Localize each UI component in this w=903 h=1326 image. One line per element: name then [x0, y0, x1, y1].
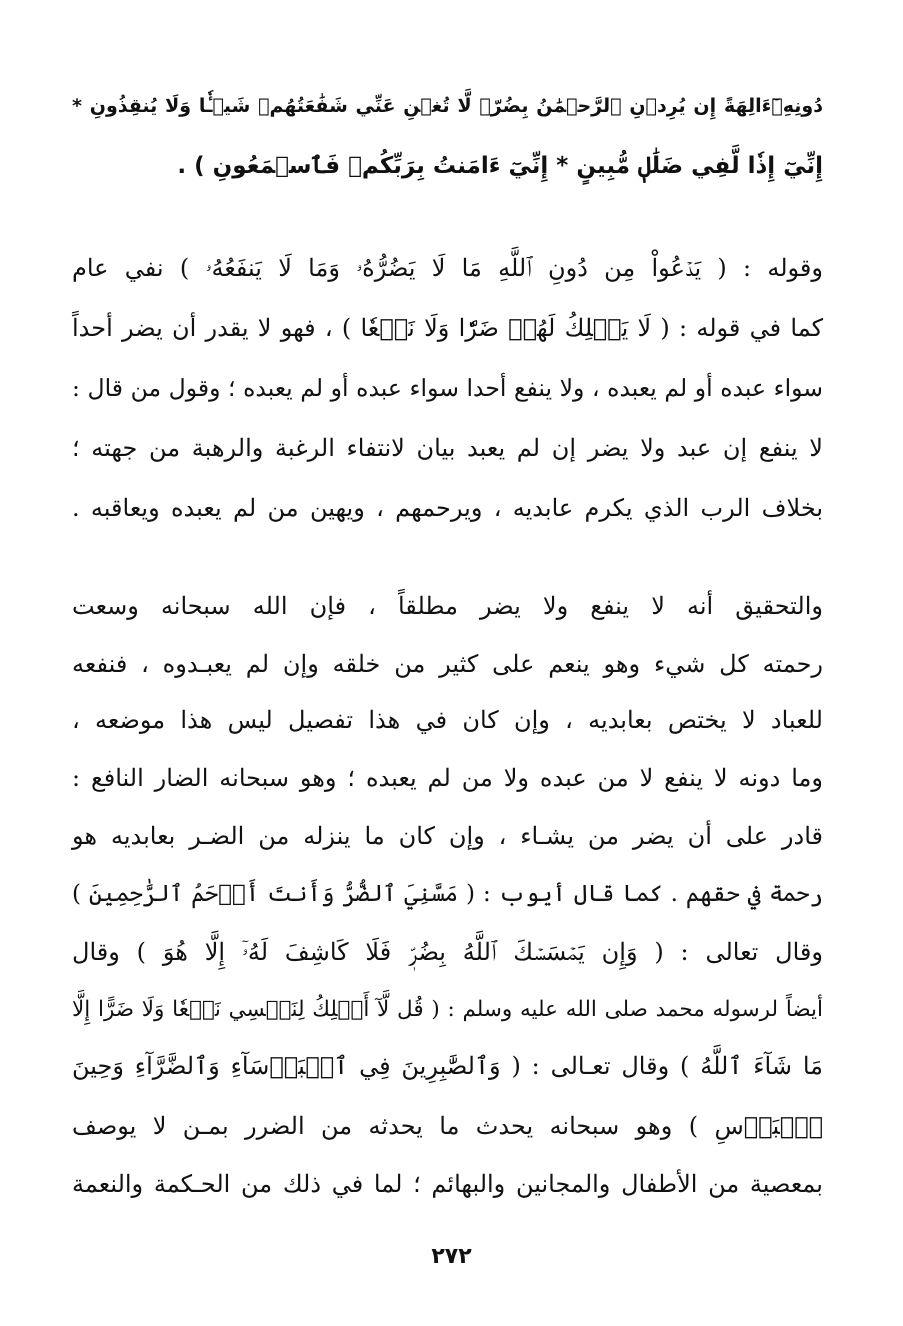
text-line-8: والتحقيق أنه لا ينفع ولا يضر مطلقاً ، فإن الله سبحانه وسعت	[72, 592, 823, 620]
text-line-9: رحمته كل شيء وهو ينعم على كثير من خلقه وإن لم يعبـدوه ، فنفعه	[72, 650, 824, 678]
text-line-16: مَا شَآءَ ٱللَّهُ ) وقال تعـالى : ( وَٱلصَّٰبِرِينَ فِي ٱلۡبَأۡسَآءِ وَٱلضَّرَّآءِ وَحِينَ	[72, 1052, 823, 1080]
text-line-4: كما في قوله : ( لَا يَمۡلِكُ لَهُمۡ ضَرّٗا وَلَا نَفۡعٗا ) ، فهو لا يقدر أن يضر أحداً	[72, 314, 823, 342]
text-line-5: سواء عبده أو لم يعبده ، ولا ينفع أحدا سواء عبده أو لم يعبده ؛ وقول من قال :	[72, 374, 823, 402]
text-line-18: بمعصية من الأطفال والمجانين والبهائم ؛ لما في ذلك من الحـكمة والنعمة	[72, 1170, 823, 1198]
text-line-15: أيضاً لرسوله محمد صلى الله عليه وسلم : ( قُل لَّآ أَمۡلِكُ لِنَفۡسِي نَفۡعٗا وَلَا ضَرًّا إِلَّا	[72, 997, 823, 1022]
text-line-7: بخلاف الرب الذي يكرم عابديه ، ويرحمهم ، ويهين من لم يعبده ويعاقبه .	[72, 494, 823, 522]
text-line-13: رحمة في حقهم . كما قال أيوب : ( مَسَّنِيَ ٱلضُّرُّ وَأَنتَ أَرۡحَمُ ٱلرَّٰحِمِينَ )	[72, 881, 823, 907]
text-line-1: دُونِهِۦٓءَالِهَةً إِن يُرِدۡنِ ٱلرَّحۡمَٰنُ بِضُرّٖ لَّا تُغۡنِ عَنِّي شَفَٰعَتُهُمۡ شَيۡـٔٗا وَلَا يُنقِذُونِ *	[72, 95, 823, 117]
page-number: ٢٧٢	[431, 1244, 472, 1269]
text-line-6: لا ينفع إن عبد ولا يضر إن لم يعبد بيان لانتفاء الرغبة والرهبة من جهته ؛	[72, 434, 823, 462]
text-line-14: وقال تعالى : ( وَإِن يَمۡسَسۡكَ ٱللَّهُ بِضُرّٖ فَلَا كَاشِفَ لَهُۥٓ إِلَّا هُوَ ) وقال	[72, 938, 823, 966]
text-line-12: قادر على أن يضر من يشـاء ، وإن كان ما ينزله من الضـر بعابديه هو	[72, 822, 823, 850]
text-line-3: وقوله : ( يَدۡعُواْ مِن دُونِ ٱللَّهِ مَا لَا يَضُرُّهُۥ وَمَا لَا يَنفَعُهُۥ ) نفي عام	[72, 254, 823, 282]
text-line-10: للعباد لا يختص بعابديه ، وإن كان في هذا تفصيل ليس هذا موضعه ،	[72, 706, 823, 734]
text-line-17: ٱلۡبَأۡسِ ) وهو سبحانه يحدث ما يحدثه من الضرر بمـن لا يوصف	[72, 1112, 823, 1140]
text-line-11: وما دونه لا ينفع لا من عبده ولا من لم يعبده ؛ وهو سبحانه الضار النافع :	[72, 764, 823, 792]
text-line-2: إِنِّيٓ إِذٗا لَّفِي ضَلَٰلٖ مُّبِينٍ * إِنِّيٓ ءَامَنتُ بِرَبِّكُمۡ فَٱسۡمَعُونِ ) .	[177, 153, 823, 179]
